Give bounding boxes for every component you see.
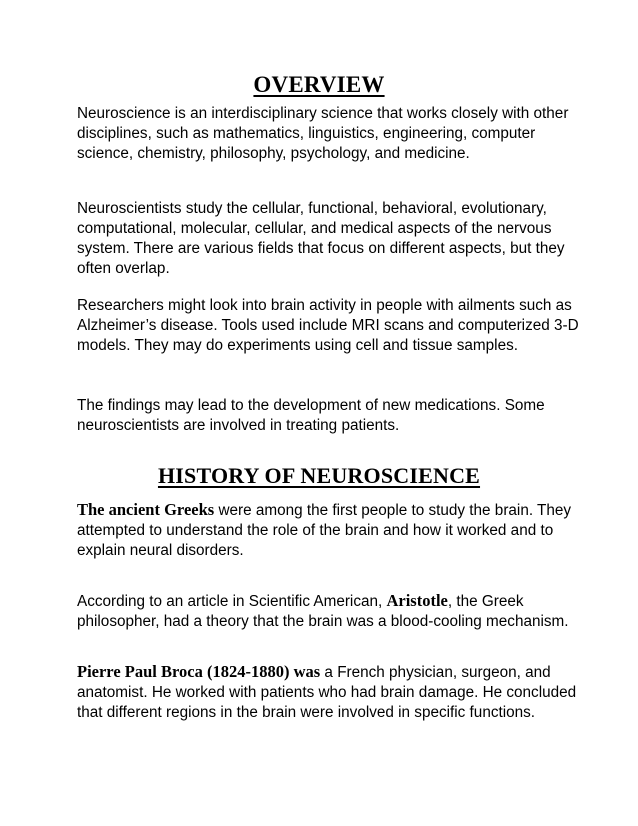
text-line	[77, 591, 577, 612]
text-line: science, chemistry, philosophy, psychology, and medicine.	[77, 145, 470, 162]
aristotle-name: Aristotle	[386, 591, 448, 610]
text-line: that different regions in the brain were involved in specific functions.	[77, 704, 536, 721]
overview-heading: OVERVIEW	[253, 72, 385, 97]
overview-paragraph-2	[77, 199, 577, 279]
text-line: system. There are various fields that focus on different aspects, but they	[77, 240, 565, 257]
greeks-line1-rest: were among the first people to study the brain. They	[214, 502, 572, 519]
text-line: attempted to understand the role of the brain and how it worked and to	[77, 522, 554, 539]
text-line	[77, 662, 577, 683]
aristotle-line1-pre: According to an article in Scientific American,	[77, 593, 387, 610]
text-line: anatomist. He worked with patients who had brain damage. He concluded	[77, 684, 577, 701]
text-line: philosopher, had a theory that the brain was a blood-cooling mechanism.	[77, 613, 569, 630]
aristotle-line1-post: , the Greek	[447, 593, 524, 610]
text-line: models. They may do experiments using cell and tissue samples.	[77, 337, 518, 354]
history-heading: HISTORY OF NEUROSCIENCE	[157, 463, 481, 488]
broca-line1-rest: a French physician, surgeon, and	[320, 664, 551, 681]
text-line: Researchers might look into brain activity in people with ailments such as	[77, 297, 572, 314]
overview-paragraph-3	[77, 296, 577, 356]
history-paragraph-broca	[77, 662, 577, 723]
text-line: Neuroscience is an interdisciplinary science that works closely with other	[77, 105, 569, 122]
text-line: Alzheimer’s disease. Tools used include MRI scans and computerized 3-D	[77, 317, 579, 334]
text-line: Neuroscientists study the cellular, functional, behavioral, evolutionary,	[77, 200, 547, 217]
text-line: The findings may lead to the development of new medications. Some	[77, 397, 545, 414]
text-line: often overlap.	[77, 260, 170, 277]
overview-paragraph-4	[77, 396, 577, 436]
text-line	[77, 500, 577, 521]
broca-lead: Pierre Paul Broca (1824-1880) was	[77, 662, 321, 681]
text-line: explain neural disorders.	[77, 542, 244, 559]
greeks-lead: The ancient Greeks	[77, 500, 215, 519]
overview-paragraph-1	[77, 104, 577, 164]
text-line: neuroscientists are involved in treating patients.	[77, 417, 400, 434]
text-line: computational, molecular, cellular, and medical aspects of the nervous	[77, 220, 552, 237]
text-line: disciplines, such as mathematics, linguistics, engineering, computer	[77, 125, 536, 142]
history-paragraph-greeks	[77, 500, 577, 561]
history-paragraph-aristotle	[77, 591, 577, 632]
